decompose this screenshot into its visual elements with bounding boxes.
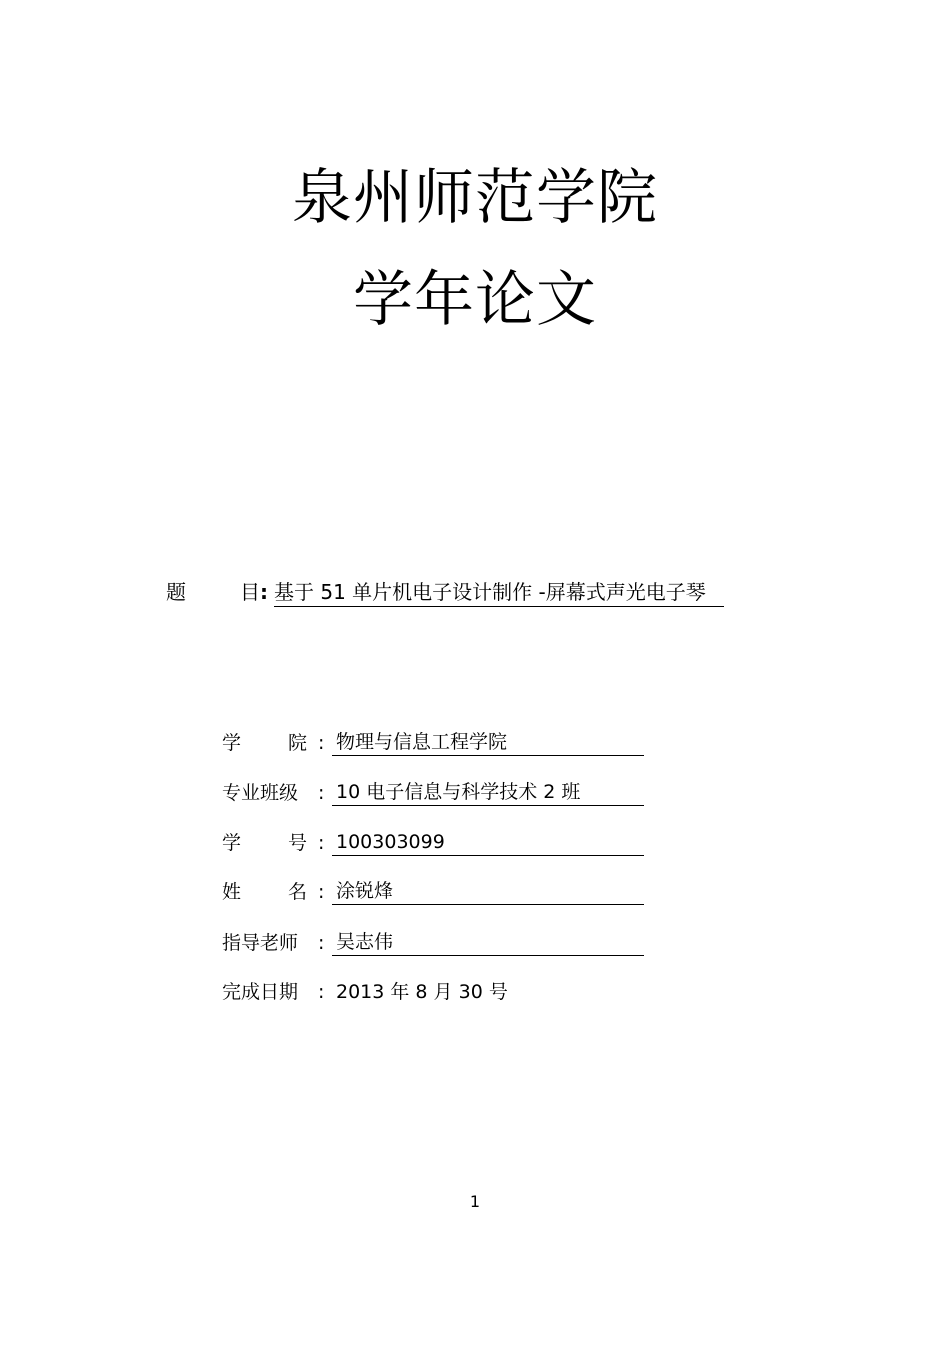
class-colon: : bbox=[318, 782, 325, 804]
class-row bbox=[222, 779, 644, 806]
school-title: 泉州师范学院 bbox=[292, 163, 658, 233]
name-value: 涂锐烽 bbox=[332, 878, 644, 905]
subject-value: 基于 51 单片机电子设计制作 -屏幕式声光电子琴 bbox=[274, 578, 724, 607]
advisor-value: 吴志伟 bbox=[332, 929, 644, 956]
class-value: 10 电子信息与科学技术 2 班 bbox=[332, 779, 644, 806]
student-id-value: 100303099 bbox=[332, 829, 644, 856]
advisor-colon: : bbox=[318, 932, 325, 954]
subject-colon: : bbox=[260, 580, 268, 604]
student-id-label: 学 号 bbox=[222, 832, 308, 854]
college-value: 物理与信息工程学院 bbox=[332, 729, 644, 756]
date-label: 完成日期 bbox=[222, 981, 299, 1003]
subject-label-char2: 目 bbox=[240, 580, 260, 604]
date-colon: : bbox=[318, 981, 325, 1003]
college-label: 学 院 bbox=[222, 732, 308, 754]
name-row bbox=[222, 878, 644, 905]
name-label: 姓 名 bbox=[222, 881, 308, 903]
college-row bbox=[222, 729, 644, 756]
student-id-row bbox=[222, 829, 644, 856]
document-type-title: 学年论文 bbox=[353, 265, 597, 335]
advisor-row bbox=[222, 929, 644, 956]
college-colon: : bbox=[318, 732, 325, 754]
date-value: 2013 年 8 月 30 号 bbox=[336, 981, 508, 1003]
name-colon: : bbox=[318, 881, 325, 903]
class-label: 专业班级 bbox=[222, 782, 299, 804]
date-row bbox=[222, 979, 644, 1005]
student-id-colon: : bbox=[318, 832, 325, 854]
subject-row bbox=[166, 578, 724, 607]
advisor-label: 指导老师 bbox=[222, 932, 299, 954]
page-number: 1 bbox=[469, 1192, 481, 1211]
subject-label-char1: 题 bbox=[166, 580, 186, 604]
